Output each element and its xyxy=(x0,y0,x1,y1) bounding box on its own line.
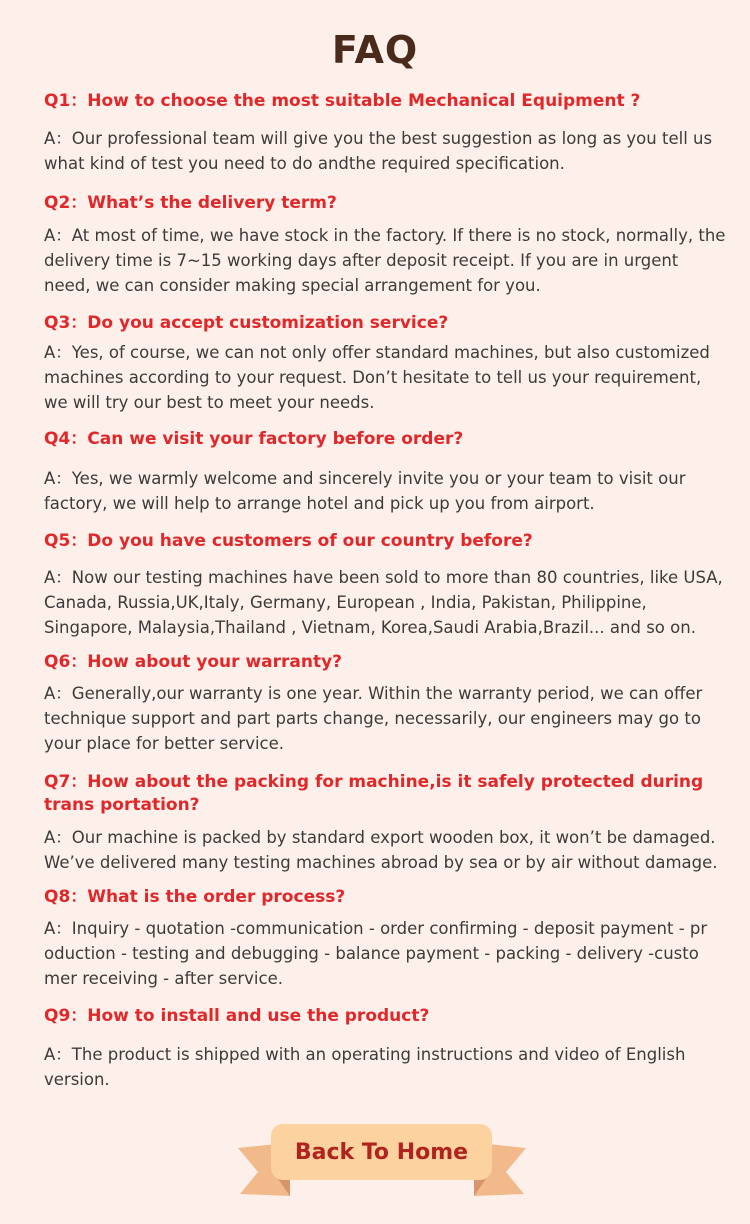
faq-answer-5: A：Now our testing machines have been sold to more than 80 countries, like USA, Canada, Russia,UK,Italy, Germany, European , India, Pakistan, Philippine, Singapore, Malaysia,Thailand , Vietnam, Korea,Saudi Arabia,Brazil... and so on. xyxy=(44,568,723,637)
faq-question-4: Q4：Can we visit your factory before order? xyxy=(44,429,464,449)
faq-answer-7: A：Our machine is packed by standard export wooden box, it won’t be damaged. We’ve delivered many testing machines abroad by sea or by air without damage. xyxy=(44,828,718,872)
faq-question-1: Q1：How to choose the most suitable Mechanical Equipment ? xyxy=(44,91,641,111)
faq-answer-4: A：Yes, we warmly welcome and sincerely invite you or your team to visit our factory, we will help to arrange hotel and pick up you from airport. xyxy=(44,469,686,513)
faq-answer-2: A：At most of time, we have stock in the factory. If there is no stock, normally, the delivery time is 7~15 working days after deposit receipt. If you are in urgent need, we can consider making special arrangement for you. xyxy=(44,226,726,295)
faq-answer-1: A：Our professional team will give you the best suggestion as long as you tell us what kind of test you need to do andthe required specification. xyxy=(44,129,713,173)
faq-question-5: Q5：Do you have customers of our country before? xyxy=(44,531,533,551)
faq-question-7: Q7：How about the packing for machine,is it safely protected during trans portation? xyxy=(44,772,704,815)
faq-question-3: Q3：Do you accept customization service? xyxy=(44,313,449,333)
faq-answer-8: A：Inquiry - quotation -communication - order confirming - deposit payment - pr oduction - testing and debugging - balance payment - packing - delivery -custo mer receiving - after service. xyxy=(44,919,708,988)
back-to-home-banner xyxy=(236,1122,528,1202)
faq-question-8: Q8：What is the order process? xyxy=(44,887,346,907)
faq-question-6: Q6：How about your warranty? xyxy=(44,652,343,672)
faq-answer-6: A：Generally,our warranty is one year. Within the warranty period, we can offer technique support and part parts change, necessarily, our engineers may go to your place for better service. xyxy=(44,684,703,753)
faq-question-2: Q2：What’s the delivery term? xyxy=(44,193,337,213)
faq-answer-9: A：The product is shipped with an operating instructions and video of English version. xyxy=(44,1045,686,1089)
back-to-home-button[interactable]: Back To Home xyxy=(271,1124,492,1180)
faq-answer-3: A：Yes, of course, we can not only offer standard machines, but also customized machines according to your request. Don’t hesitate to tell us your requirement, we will try our best to meet your needs. xyxy=(44,343,710,412)
page-title: FAQ xyxy=(331,28,419,72)
faq-question-9: Q9：How to install and use the product? xyxy=(44,1006,430,1026)
